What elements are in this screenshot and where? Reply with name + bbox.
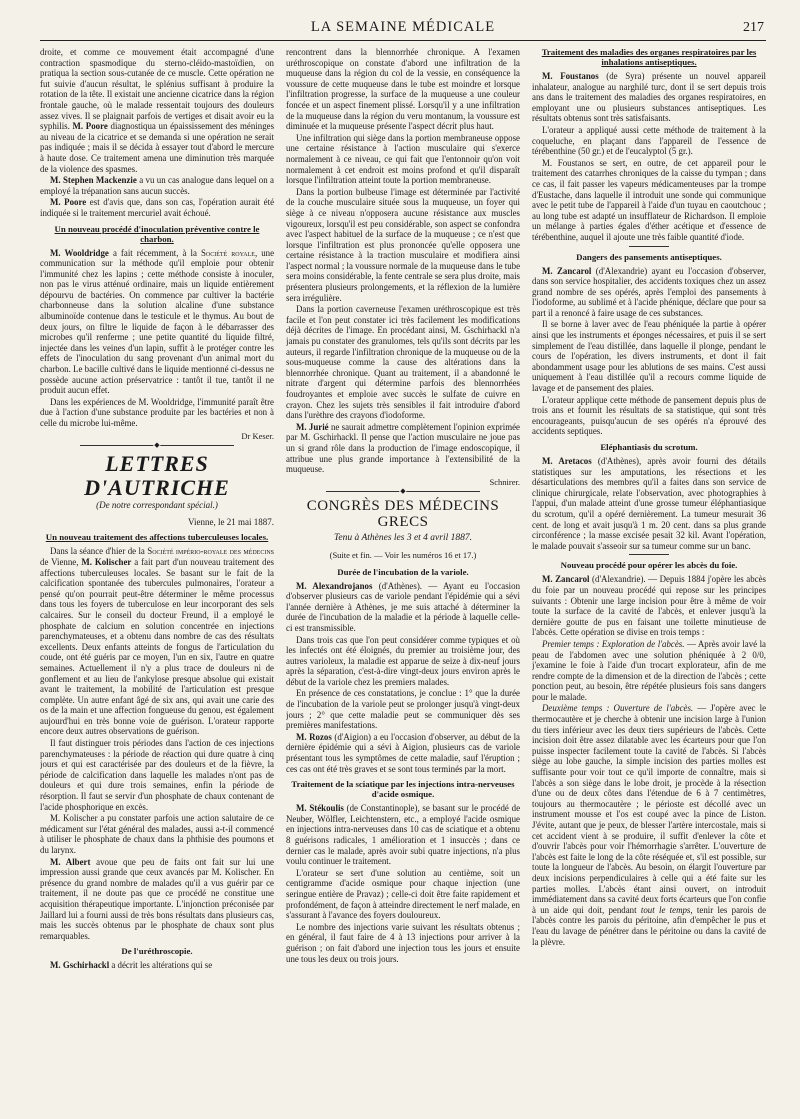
columns (40, 47, 766, 1117)
page-header (40, 10, 766, 41)
divider (80, 445, 234, 446)
continuation-note: (Suite et fin. — Voir les numéros 16 et 17.) (329, 549, 477, 560)
paragraph: M. Gschirhackl a décrit les altérations qui se (50, 960, 213, 971)
paragraph: M. Wooldridge a fait récemment, à la Société royale, une communication sur la méthode qu'il emploie pour obtenir l'immunité chez les lapins ; cette méthode consiste à inoculer, non pas le virus atténué ordinaire, mais un liquide entièrement dépourvu de bactéries. On commence par cultiver la bactérie charbonneuse dans la solution alcaline d'une substance albuminoïde contenue dans le testicule et le thymus. Au bout de deux jours, on filtre le liquide de façon à le débarrasser des microbes qu'il renferme ; une petite quantité du liquide filtré, injectée dans les veines d'un lapin, suffit à le protéger contre les effets de l'inoculation du sang provenant d'un animal mort du charbon. Le bacille cultivé dans le liquide mentionné ci-dessus ne possède aucune action préservatrice : tantôt il tue, tantôt il ne produit aucun effet. (40, 247, 274, 396)
congres-subtitle: Tenu à Athènes les 3 et 4 avril 1887. (333, 533, 472, 544)
section-heading: Traitement de la sciatique par les injections intra-nerveuses d'acide osmique. (291, 779, 515, 800)
paragraph: M. Jurié ne saurait admettre complètement l'opinion exprimée par M. Gschirhackl. Il pense que l'action musculaire ne joue pas un si grand rôle dans la production de l'image endoscopique, il attribue une plus grande importance à l'extensibilité de la muqueuse. (286, 421, 520, 475)
column-1 (40, 47, 274, 1117)
paragraph: M. Foustanos (de Syra) présente un nouvel appareil inhalateur, analogue au narghilé turc, dont il se sert depuis trois ans dans le traitement des maladies des organes respiratoires, en employant une ou plusieurs substances antiseptiques. Les résultats obtenus sont très satisfaisants. (532, 71, 766, 124)
section-heading: Durée de l'incubation de la variole. (337, 566, 469, 577)
paragraph: M. Aretacos (d'Athènes), après avoir fourni des détails statistiques sur les amputations, les résections et les désarticulations des membres qu'il a faites dans son service de clinique chirurgicale, relate l'observation, avec photographies à l'appui, d'un malade atteint d'une grosse tumeur éléphantiasique du scrotum, qu'il a opéré dernièrement. La tumeur mesurait 36 cent. de long et avait jusqu'à 1 m. 20 cent. dans sa plus grande circonférence ; la masse excisée pesait 32 kil. Avant l'opération, le malade pouvait s'asseoir sur sa tumeur comme sur un banc. (532, 456, 766, 551)
paragraph: Dans les expériences de M. Wooldridge, l'immunité paraît être due à l'action d'une substance produite par les bactéries et non à celle du microbe lui-même. (40, 396, 274, 428)
signature: Dr Keser. (241, 430, 274, 441)
paragraph: Deuxième temps : Ouverture de l'abcès. — J'opère avec le thermocautère et je cherche à obtenir une incision large à l'union du tiers inférieur avec les deux tiers supérieurs de l'abcès. Cette incision doit être assez dilatable avec les écarteurs pour que l'on puisse inspecter facilement toute la cavité de l'abcès. Si l'abcès siège au lobe gauche, la simple incision des parties molles est suffisante pour voir tout ce qu'il importe de connaître, mais si l'abcès a son siège dans le lobe droit, je procède à la résection d'une ou de deux côtes dans l'étendue de 6 à 7 centimètres, toujours au thermocautère ; le périoste est décollé avec un instrument mousse et l'os est coupé avec la pince de Liston. J'évite, autant que je peux, de blesser l'artère intercostale, mais si cet accident vient à se produire, il suffit d'enlever la côte et d'ouvrir l'abcès pour voir l'hémorrhagie s'arrêter. L'ouverture de l'abcès est faite le long de la côte réséquée et, s'il est possible, sur toute la longueur de l'abcès. Au besoin, on élargit l'ouverture par deux incisions perpendiculaires à celle qui a été faite sur les parties molles. L'abcès étant ainsi ouvert, on introduit immédiatement dans sa cavité deux forts écarteurs que l'on confie à un aide qui doit, pendant tout le temps, tenir les parois de l'abcès contre les parois du péritoine, afin d'empêcher le pus et l'eau du lavage de pénétrer dans le péritoine ou dans la cavité de la plèvre. (532, 703, 766, 947)
section-heading: Dangers des pansements antiseptiques. (576, 251, 722, 262)
paragraph: L'orateur applique cette méthode de pansement depuis plus de trois ans et fournit les résultats de sa statistique, qui sont très encourageants, puisqu'aucun de ses opérés n'a éprouvé des accidents septiques. (532, 394, 766, 437)
paragraph: M. Stephen Mackenzie a vu un cas analogue dans lequel on a employé la trépanation sans aucun succès. (40, 175, 274, 196)
section-heading: Nouveau procédé pour opérer les abcès du foie. (560, 560, 738, 571)
paragraph: Premier temps : Exploration de l'abcès. — Après avoir lavé la peau de l'abdomen avec une solution phéniquée à 2 0/0, j'examine le foie à l'aide d'un trocart explorateur, afin de me rendre compte de la dimension et de la direction de l'abcès ; cette ponction peut, au besoin, être répétée plusieurs fois sans dangers pour le malade. (532, 638, 766, 702)
lettres-title: LETTRES D'AUTRICHE (84, 451, 230, 501)
paragraph: M. Foustanos se sert, en outre, de cet appareil pour le traitement des catarrhes chroniques de la caisse du tympan ; dans ce cas, il fait passer les vapeurs médicamenteuses par la trompe d'Eustache, dans laquelle il introduit une sonde qui communique avec le petit tube de l'appareil à l'aide d'un tuyau en caoutchouc ; au long tube est adapté un insufflateur de Richardson. Il emploie un mélange à parties égales d'éther acétique et d'essence de térébenthine, auquel il ajoute une très faible quantité d'iode. (532, 157, 766, 242)
paragraph: Dans la séance d'hier de la Société império-royale des médecins de Vienne, M. Kolischer a fait part d'un nouveau traitement des affections tuberculeuses locales. Se basant sur le fait de la calcification spontanée des tubercules pulmonaires, l'orateur a pensé qu'on pourrait peut-être déterminer le même processus dans tous les foyers de tuberculose en leur incorporant des sels calcaires. Sur le conseil du docteur Freund, il a employé le phosphate de calcium en solution concentrée en injections parenchymateuses, et a obtenu dans nombre de cas des résultats excellents. Deux enfants atteints de fongus de l'articulation du coude, ont été guéris par ce moyen, l'un en six, l'autre en quatre semaines. Actuellement il n'y a plus trace de douleurs ni de gonflement et au lieu de l'ankylose presque absolue qui existait avant le traitement, la mobilité de l'articulation est presque complète. Un autre enfant âgé de six ans, qui avait une carie des os de la main et une affection fongueuse du genou, est également aujourd'hui en très bonne voie de guérison. L'orateur rapporte encore deux autres observations de guérison. (40, 546, 274, 737)
section-heading: Un nouveau procédé d'inoculation préventive contre le charbon. (54, 223, 260, 244)
section-heading: Un nouveau traitement des affections tuberculeuses locales. (45, 532, 269, 543)
lettres-subtitle: (De notre correspondant spécial.) (96, 500, 218, 511)
paragraph: M. Rozos (d'Aigion) a eu l'occasion d'observer, au début de la dernière épidémie qui a sévi à Aigion, plusieurs cas de variole présentant tous les symptômes de cette maladie, sauf l'éruption ; ces cas ont été très graves et se sont tous terminés par la mort. (286, 731, 520, 774)
short-divider (629, 554, 669, 555)
page-number: 217 (743, 20, 764, 35)
paragraph: M. Alexandrojanos (d'Athènes). — Ayant eu l'occasion d'observer plusieurs cas de variole pendant l'épidémie qui a sévi l'année dernière à Athènes, je me suis attaché à déterminer la durée de l'incubation de la maladie et la période à laquelle celle-ci est transmissible. (286, 580, 520, 633)
dateline: Vienne, le 21 mai 1887. (188, 516, 274, 527)
paragraph: L'orateur a appliqué aussi cette méthode de traitement à la coqueluche, en plaçant dans l'appareil de l'essence de térébenthine (50 gr.) et de l'eucalyptol (5 gr.). (532, 124, 766, 157)
section-heading: Eléphantiasis du scrotum. (600, 442, 698, 452)
congres-title: CONGRÈS DES MÉDECINS GRECS (306, 498, 500, 531)
paragraph: Dans trois cas que l'on peut considérer comme typiques et où les infectés ont été éloignés, du premier au troisième jour, des autres varioleux, la maladie est apparue de seize à dix-neuf jours après la séparation, c'est-à-dire vingt-deux jours environ après le début de la variole chez les premiers malades. (286, 634, 520, 687)
paragraph: droite, et comme ce mouvement était accompagné d'une contraction spasmodique du sterno-cléido-mastoïdien, on pratiqua la section sous-cutanée de ce muscle. Cette opération ne fut suivie d'aucun résultat, le splénius suffisant à produire la rotation de la tête. Il existait une ancienne cicatrice dans la région frontale gauche, où le malade ressentait toujours des douleurs assez vives. Il se plaignait parfois de vertiges et disait avoir eu la syphilis. M. Poore diagnostiqua un épaississement des méninges au niveau de la cicatrice et se demanda si une opération ne serait pas indiquée ; mais il se décida à essayer tout d'abord le mercure à haute dose. Ce traitement amena une diminution très marquée de la violence des spasmes. (40, 47, 274, 174)
section-heading: De l'uréthroscopie. (121, 946, 193, 957)
paragraph: Une infiltration qui siège dans la portion membraneuse oppose une certaine résistance à l'action musculaire qui s'exerce normalement à ce niveau, ce qui fait que l'entonnoir qu'on voit normalement à cet endroit est moins profond et qu'il disparaît lorsque l'infiltration atteint toute la portion membraneuse. (286, 132, 520, 186)
short-divider (629, 246, 669, 247)
divider (326, 491, 480, 492)
paragraph: Le nombre des injections varie suivant les résultats obtenus ; en général, il faut faire de 4 à 13 injections pour arriver à la guérison ; on fait d'abord une injection tous les jours et ensuite une tous les deux ou trois jours. (286, 921, 520, 964)
paragraph: rencontrent dans la blennorrhée chronique. A l'examen uréthroscopique on constate d'abord une infiltration de la muqueuse dans la région du col de la vessie, en conséquence la voussure de cette muqueuse dans le tube est moindre et lorsque l'infiltration progresse, la surface de la muqueuse a une couleur foncée et un aspect finement plissé. Lorsqu'il y a une infiltration de la muqueuse dans la région du veru montanum, la voussure est diminuée et la muqueuse présente l'aspect décrit plus haut. (286, 47, 520, 132)
paragraph: Dans la portion bulbeuse l'image est déterminée par l'activité de la couche musculaire située sous la muqueuse, un foyer qui siège à ce niveau n'opposera aucune résistance aux muscles vigoureux, lorsqu'il est peu considérable, son aspect se confondra avec l'aspect habituel de la surface de la muqueuse ; ce n'est que lorsque l'infiltration est plus prononcée qu'elle opposera une certaine résistance à la traction musculaire et modifiera ainsi l'aspect normal ; la voussure normale de la muqueuse dans le tube sera moins considérable, la fente centrale se sera plus droite, mais présentera plusieurs prolongements, et la réflexion de la lumière sera irrégulière. (286, 186, 520, 303)
journal-title: LA SEMAINE MÉDICALE (310, 19, 496, 35)
paragraph: L'orateur se sert d'une solution au centième, soit un centigramme d'acide osmique pour chaque injection (une seringue entière de Pravaz) ; celle-ci doit être faite rapidement et profondément, de façon à atteindre directement le nerf malade, en s'assurant à l'avance des foyers douloureux. (286, 867, 520, 921)
paragraph: Dans la portion caverneuse l'examen uréthroscopique est très facile et l'on peut constater ici très facilement les modifications déjà décrites de l'image. En procédant ainsi, M. Gschirhackl n'a jamais pu constater des granulomes, tels qu'ils sont décrits par les auteurs, il regarde l'infiltration chronique de la muqueuse ou de la sous-muqueuse comme la cause des altérations dans la blennorrhée chronique. Quant au traitement, il a abandonné le nitrate d'argent qui détermine parfois des blennorrhées foudroyantes et emploie avec succès le sulfate de cuivre en crayon. Chez les sujets très sensibles il fait introduire d'abord dans l'urèthre des crayons d'iodoforme. (286, 304, 520, 421)
column-2 (286, 47, 520, 1117)
paragraph: En présence de ces constatations, je conclue : 1° que la durée de l'incubation de la variole peut se prolonger jusqu'à vingt-deux jours ; 2° que cette maladie peut se communiquer dès ses premières manifestations. (286, 688, 520, 731)
paragraph: M. Zancarol (d'Alexandrie) ayant eu l'occasion d'observer, dans son service hospitalier, des accidents toxiques chez un assez grand nombre de ses opérés, après l'emploi des pansements à l'iodoforme, au sublimé et à l'acide phénique, déclare que pour sa part il a renoncé à faire usage de ces substances. (532, 265, 766, 318)
paragraph: M. Poore est d'avis que, dans son cas, l'opération aurait été indiquée si le traitement mercuriel avait échoué. (40, 197, 274, 218)
paragraph: Il se borne à laver avec de l'eau phéniquée la partie à opérer ainsi que les instruments et éponges nécessaires, et puis il se sert simplement de l'eau distillée, dans laquelle il plonge, pendant le cours de l'opération, les divers instruments, et dont il fait abondamment usage pour les ablutions de ses mains. C'est aussi uniquement à l'eau distillée qu'il a recours comme liquide de lavage et de pansement des plaies. (532, 319, 766, 394)
paragraph: M. Albert avoue que peu de faits ont fait sur lui une impression aussi grande que ceux avancés par M. Kolischer. En présence du grand nombre de malades qu'il a vus guérir par ce traitement, il ne doute pas que ce procédé ne constitue une acquisition thérapeutique importante. L'injonction préconisée par Jaillard lui a fourni aussi de très bons résultats dans plusieurs cas, mais les succès obtenus par le phosphate de chaux sont plus remarquables. (40, 856, 274, 941)
paragraph: M. Kolischer a pu constater parfois une action salutaire de ce médicament sur l'état général des malades, aussi a-t-il commencé à utiliser le phosphate de chaux dans la phthisie des poumons et du larynx. (40, 813, 274, 855)
paragraph: M. Zancarol (d'Alexandrie). — Depuis 1884 j'opère les abcès du foie par un nouveau procédé qui repose sur les principes suivants : Obtenir une large incision pour être à même de voir toute la surface de la cavité de l'abcès, et enlever jusqu'à la dernière goutte de pus en faisant une toilette minutieuse de l'abcès. Cette opération se divise en trois temps : (532, 574, 766, 638)
column-3 (532, 47, 766, 1117)
signature: Schnirer. (489, 476, 520, 487)
paragraph: M. Stékoulis (de Constantinople), se basant sur le procédé de Neuber, Wölfler, Leichtenstern, etc., a employé l'acide osmique en injections intra-nerveuses dans 10 cas de sciatique et a obtenu 8 guérisons radicales, 1 amélioration et 1 insuccès ; dans ce dernier cas le malade, après avoir subi quatre injections, n'a plus voulu continuer le traitement. (286, 803, 520, 867)
paragraph: Il faut distinguer trois périodes dans l'action de ces injections parenchymateuses : la période de réaction qui dure quatre à cinq jours et qui est caractérisée par des douleurs et de la fièvre, la période de calcification dans laquelle les malades n'ont pas de douleurs et qui dure trois semaines, enfin la période de résorption. Il faut se servir d'un phosphate de chaux contenant de l'acide phosphorique en excès. (40, 738, 274, 812)
section-heading: Traitement des maladies des organes respiratoires par les inhalations antiseptiques. (541, 47, 757, 67)
